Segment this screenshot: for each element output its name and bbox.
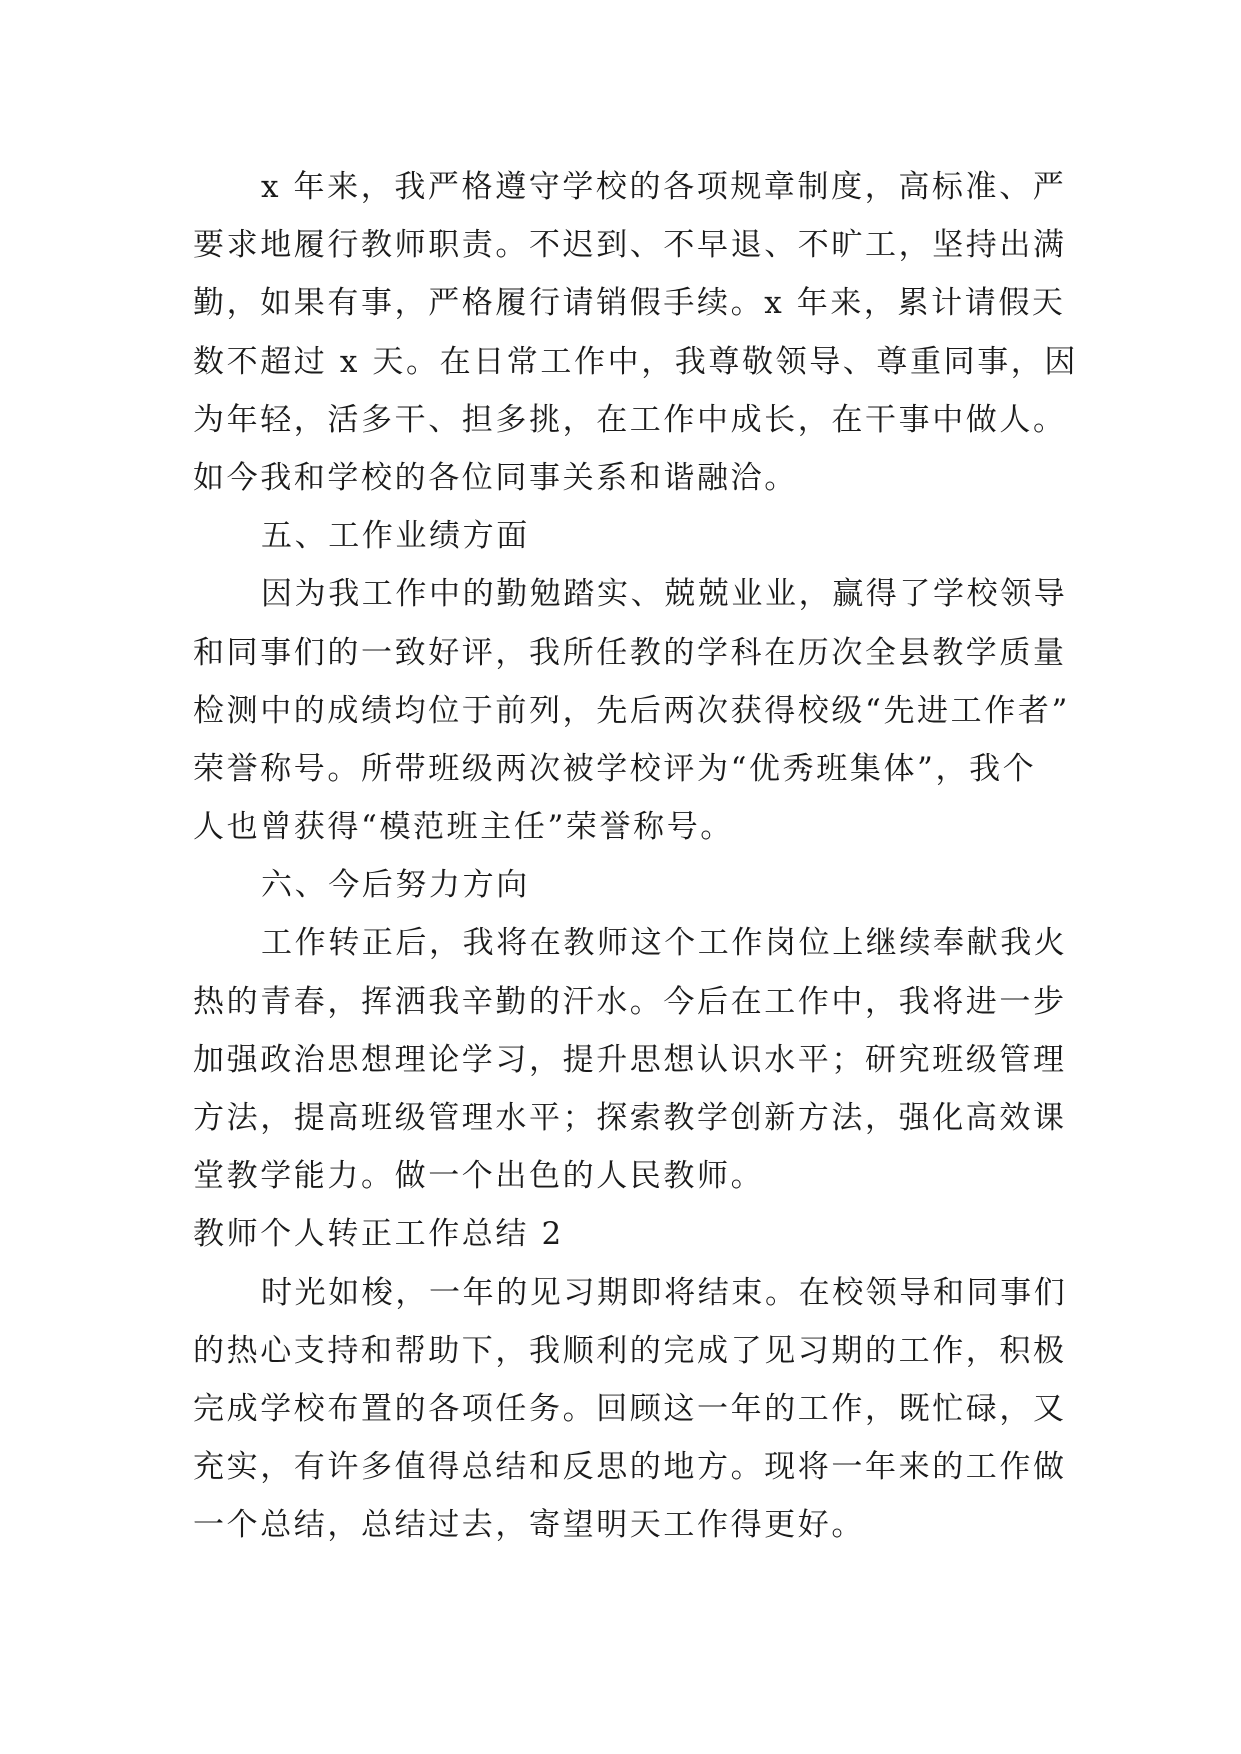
text-line: 堂教学能力。做一个出色的人民教师。 [193, 1158, 765, 1195]
text-line: 充实，有许多值得总结和反思的地方。现将一年来的工作做 [193, 1449, 1067, 1486]
text-line: 热的青春，挥洒我辛勤的汗水。今后在工作中，我将进一步 [193, 983, 1067, 1020]
text-line: 要求地履行教师职责。不迟到、不早退、不旷工，坚持出满 [193, 227, 1067, 264]
document-body [193, 158, 1078, 1555]
section-heading: 五、工作业绩方面 [261, 518, 530, 555]
text-line: 荣誉称号。所带班级两次被学校评为“优秀班集体”，我个 [193, 750, 1037, 787]
text-line: 数不超过 x 天。在日常工作中，我尊敬领导、尊重同事，因 [193, 343, 1078, 380]
text-line: 加强政治思想理论学习，提升思想认识水平；研究班级管理 [193, 1041, 1067, 1078]
text-line: 人也曾获得“模范班主任”荣誉称号。 [193, 809, 734, 846]
text-line: x 年来，我严格遵守学校的各项规章制度，高标准、严 [261, 169, 1067, 205]
text-line: 工作转正后，我将在教师这个工作岗位上继续奉献我火 [261, 925, 1068, 962]
text-line: 时光如梭，一年的见习期即将结束。在校领导和同事们 [261, 1274, 1068, 1311]
text-line: 因为我工作中的勤勉踏实、兢兢业业，赢得了学校领导 [261, 576, 1068, 613]
text-line: 方法，提高班级管理水平；探索教学创新方法，强化高效课 [193, 1100, 1067, 1136]
text-line: 和同事们的一致好评，我所任教的学科在历次全县教学质量 [193, 634, 1067, 671]
text-line: 勤，如果有事，严格履行请销假手续。x 年来，累计请假天 [193, 285, 1066, 322]
text-line: 一个总结，总结过去，寄望明天工作得更好。 [193, 1507, 865, 1544]
text-line: 为年轻，活多干、担多挑，在工作中成长，在干事中做人。 [193, 401, 1067, 438]
text-line: 如今我和学校的各位同事关系和谐融洽。 [193, 459, 798, 496]
section-heading: 六、今后努力方向 [261, 867, 530, 904]
text-line: 检测中的成绩均位于前列，先后两次获得校级“先进工作者” [193, 692, 1070, 729]
text-line: 完成学校布置的各项任务。回顾这一年的工作，既忙碌，又 [193, 1390, 1067, 1427]
text-line: 的热心支持和帮助下，我顺利的完成了见习期的工作，积极 [193, 1332, 1067, 1369]
document-subtitle: 教师个人转正工作总结 2 [193, 1216, 564, 1253]
